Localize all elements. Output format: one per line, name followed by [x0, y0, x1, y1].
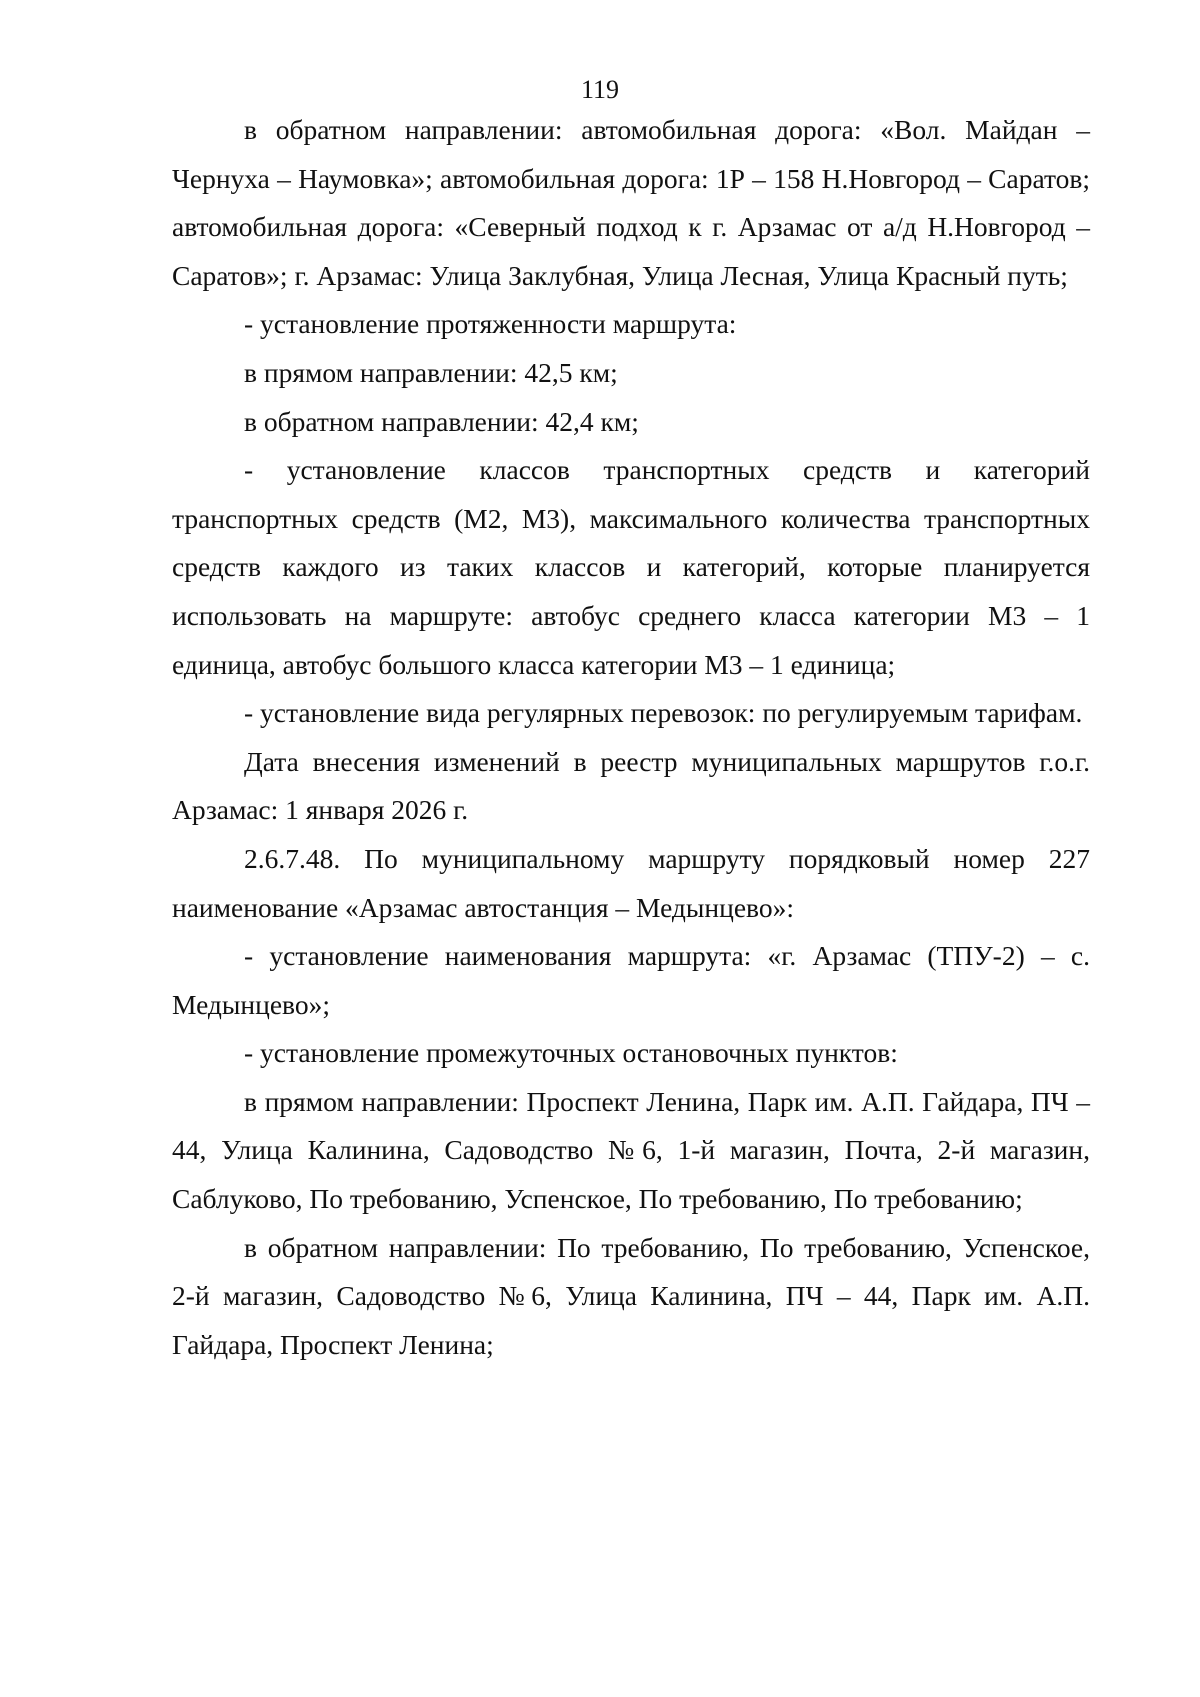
paragraph-registry-date: Дата внесения изменений в реестр муниципальных маршрутов г.о.г. Арзамас: 1 января 2026 г. — [172, 745, 1090, 826]
paragraph-transport-type: - установление вида регулярных перевозок: по регулируемым тарифам. — [244, 697, 1083, 729]
paragraph-route-name: - установление наименования маршрута: «г. Арзамас (ТПУ-2) – с. Медынцево»; — [172, 940, 1090, 1020]
paragraph-reverse-length: в обратном направлении: 42,4 км; — [244, 405, 639, 437]
paragraph-forward-stops: в прямом направлении: Проспект Ленина, Парк им. А.П. Гайдара, ПЧ – 44, Улица Калинина, Садоводство №6, 1-й магазин, Почта, 2-й магазин, Саблуково, По требованию, Успенское, По требованию, По требованию; — [172, 1085, 1090, 1215]
paragraph-intermediate-stops: - установление промежуточных остановочных пунктов: — [244, 1037, 898, 1069]
paragraph-reverse-route: в обратном направлении: автомобильная дорога: «Вол. Майдан – Чернуха – Наумовка»; автомобильная дорога: 1Р – 158 Н.Новгород – Саратов; автомобильная дорога: «Северный подход к г. Арзамас от а/д Н.Новгород – Саратов»; г. Арзамас: Улица Заклубная, Улица Лесная, Улица Красный путь; — [172, 114, 1090, 291]
paragraph-reverse-stops: в обратном направлении: По требованию, По требованию, Успенское, 2-й магазин, Садоводство №6, Улица Калинина, ПЧ – 44, Парк им. А.П. Гайдара, Проспект Ленина; — [172, 1231, 1090, 1360]
paragraph-forward-length: в прямом направлении: 42,5 км; — [244, 356, 618, 388]
page-number: 119 — [580, 75, 620, 104]
paragraph-route-227: 2.6.7.48. По муниципальному маршруту порядковый номер 227 наименование «Арзамас автостанция – Медынцево»: — [172, 842, 1090, 923]
paragraph-route-length: - установление протяженности маршрута: — [244, 308, 737, 340]
paragraph-vehicle-classes: - установление классов транспортных средств и категорий транспортных средств (М2, М3), максимального количества транспортных средств каждого из таких классов и категорий, которые планируется использовать на маршруте: автобус среднего класса категории М3 – 1 единица, автобус большого класса категории М3 – 1 единица; — [172, 454, 1090, 680]
document-body — [172, 106, 1090, 1369]
